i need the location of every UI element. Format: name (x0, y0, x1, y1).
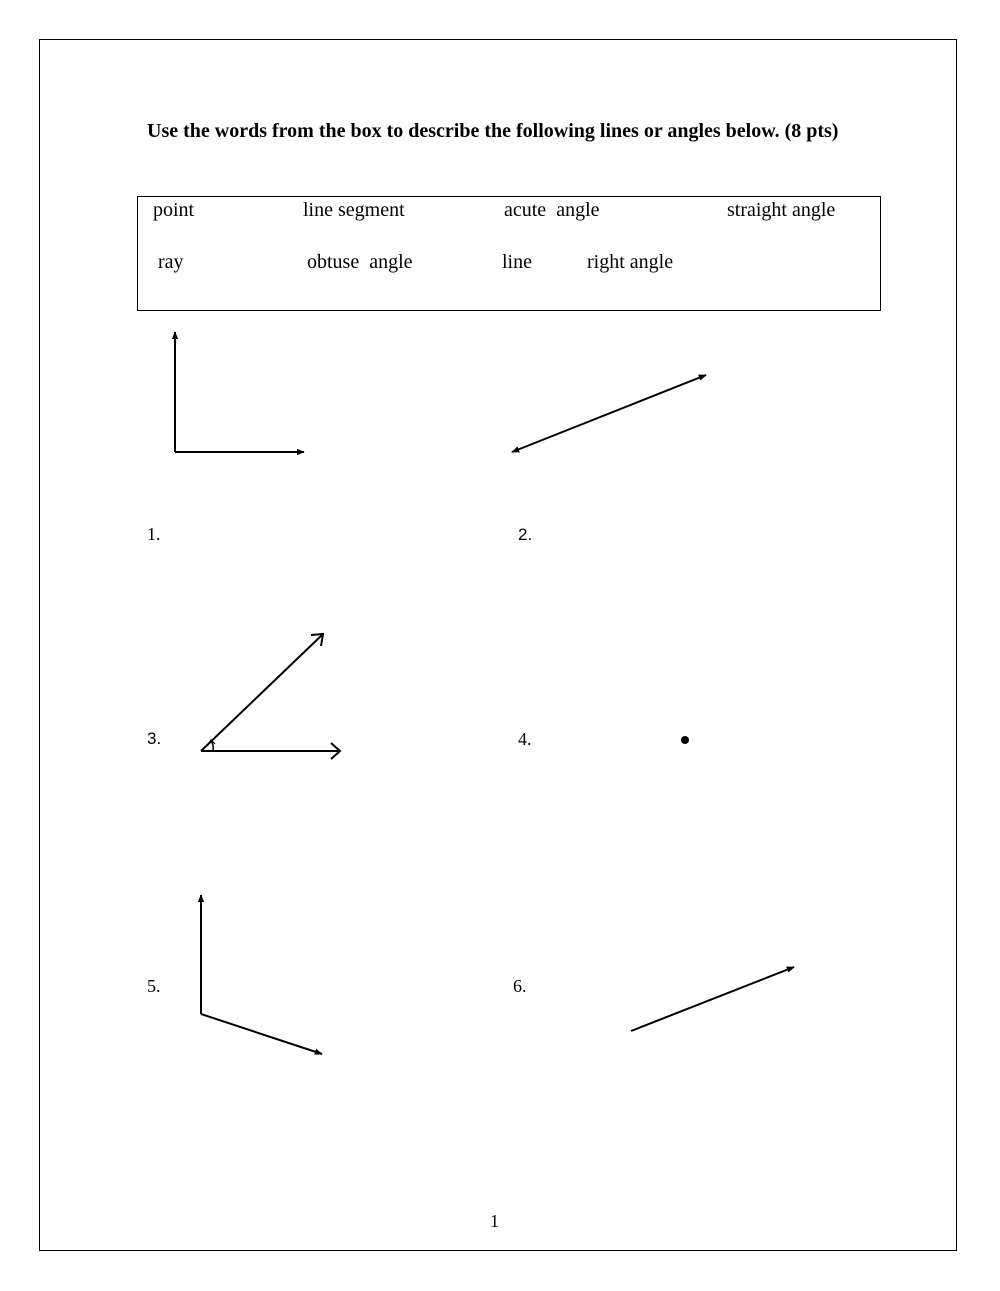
figure-3-diagonal-ray (201, 635, 322, 751)
question-number-6: 6. (513, 976, 527, 996)
question-number-4: 4. (518, 729, 532, 749)
figure-2-line (512, 375, 706, 452)
word-ray: ray (158, 251, 184, 273)
word-acute-angle: acute angle (504, 199, 600, 221)
figure-5-slanted-ray (201, 1014, 322, 1054)
question-number-2: 2. (518, 525, 533, 544)
word-obtuse-angle: obtuse angle (307, 251, 413, 273)
question-number-3: 3. (147, 729, 162, 748)
word-point: point (153, 199, 195, 221)
figure-6-ray (631, 967, 794, 1031)
question-number-1: 1. (147, 524, 161, 544)
figure-2-line-stroke (512, 375, 706, 452)
word-line: line (502, 251, 532, 273)
page-number: 1 (490, 1211, 499, 1231)
figure-5-obtuse-angle (201, 895, 322, 1054)
question-number-5: 5. (147, 976, 161, 996)
word-straight-angle: straight angle (727, 199, 836, 221)
instructions-heading: Use the words from the box to describe the following lines or angles below. (8 pts) (147, 120, 839, 142)
figure-1-right-angle (175, 332, 304, 452)
word-line-segment: line segment (303, 199, 405, 221)
figure-6-ray-stroke (631, 967, 794, 1031)
figure-3-acute-angle (201, 634, 340, 759)
word-right-angle: right angle (587, 251, 674, 273)
figure-4-point (681, 736, 689, 744)
